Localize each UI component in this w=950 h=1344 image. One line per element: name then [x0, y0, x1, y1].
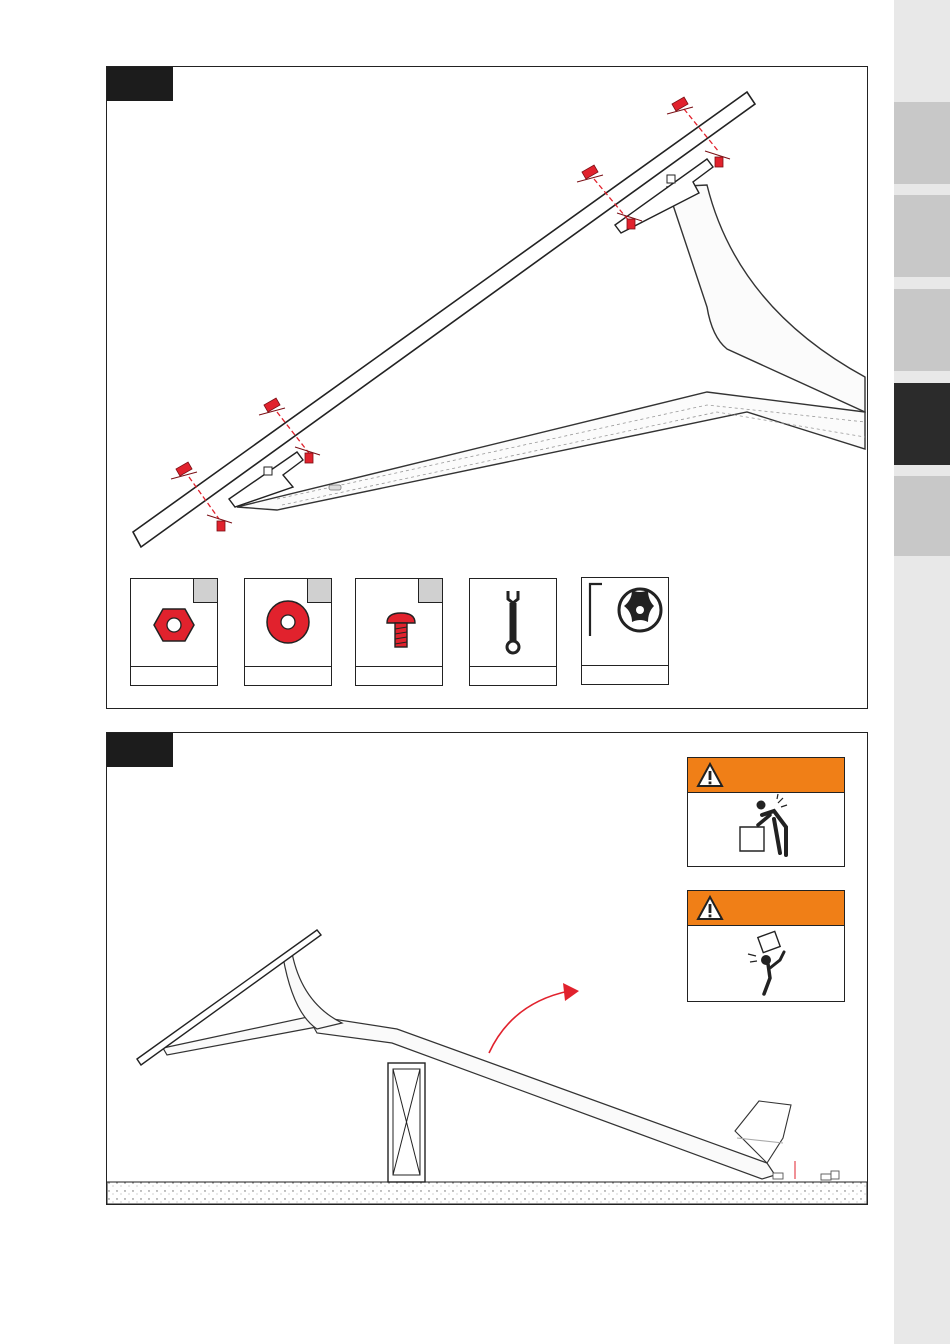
rail-assembly-illustration: [107, 67, 867, 567]
section-tab-3[interactable]: [894, 289, 950, 371]
warning-triangle-icon: [696, 895, 724, 921]
torx-key-icon: [582, 578, 668, 666]
step-panel-raise-frame: [106, 732, 868, 1205]
warning-header: [688, 891, 844, 926]
part-box-corner-tab: [193, 579, 217, 603]
part-box-corner-tab: [418, 579, 442, 603]
warning-heavy-lift: [687, 757, 845, 867]
part-box-washer: [244, 578, 332, 686]
tool-label-strip: [470, 666, 556, 685]
part-box-hex-nut: [130, 578, 218, 686]
part-box-screw: [355, 578, 443, 686]
tool-label-strip: [582, 665, 668, 684]
warning-falling-object: [687, 890, 845, 1002]
tool-box-torx-key: [581, 577, 669, 685]
wrench-icon: [470, 579, 556, 667]
warning-header: [688, 758, 844, 793]
part-label-strip: [131, 666, 217, 685]
heavy-lift-warning-icon: [688, 793, 844, 867]
tool-box-wrench: [469, 578, 557, 686]
warning-triangle-icon: [696, 762, 724, 788]
falling-object-warning-icon: [688, 926, 844, 1002]
section-tab-1[interactable]: [894, 102, 950, 184]
part-box-corner-tab: [307, 579, 331, 603]
step-panel-mount-rail: [106, 66, 868, 709]
section-tab-4-active[interactable]: [894, 383, 950, 465]
section-tab-2[interactable]: [894, 195, 950, 277]
section-tab-5[interactable]: [894, 476, 950, 556]
part-label-strip: [356, 666, 442, 685]
part-label-strip: [245, 666, 331, 685]
